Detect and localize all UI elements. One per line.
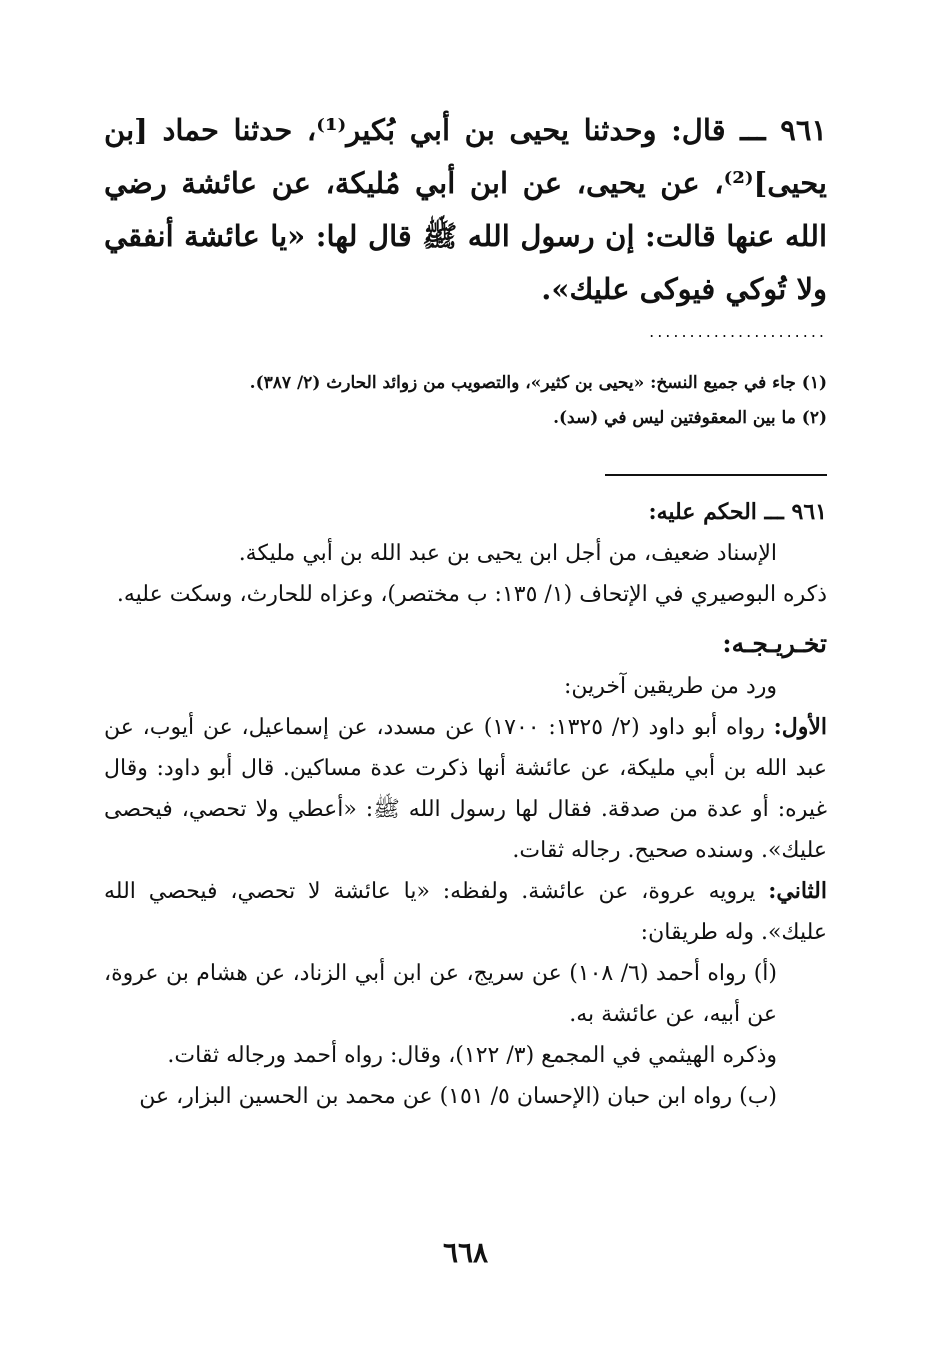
hadith-number: ٩٦١ xyxy=(780,113,828,147)
footnote-1: (١) جاء في جميع النسخ: «يحيى بن كثير»، والتصويب من زوائد الحارث (٢/ ٣٨٧). xyxy=(249,373,827,393)
ruling-paragraph-1: الإسناد ضعيف، من أجل ابن يحيى بن عبد الله بن أبي مليكة. xyxy=(238,541,777,566)
hadith-dash: ـــ xyxy=(725,113,781,147)
first-route-text: رواه أبو داود (٢/ ١٣٢٥: ١٧٠٠) عن مسدد، عن إسماعيل، عن أيوب، عن عبد الله بن أبي مليكة، عن عائشة أنها ذكرت عدة مساكين. قال أبو داود: وقال غيره: أو عدة من صدقة. فقال لها رسول الله ﷺ: «أعطي ولا تحصي، فيحصى عليك». وسنده صحيح. رجاله ثقات. xyxy=(104,715,827,863)
takhrij-first-route xyxy=(104,707,827,871)
section-divider xyxy=(605,474,827,476)
takhrij-title: تخـريـجـه: xyxy=(722,629,827,658)
second-route-label: الثاني: xyxy=(768,878,827,904)
takhrij-intro: ورد من طريقين آخرين: xyxy=(564,674,777,699)
footnote-separator-dots: ...................... xyxy=(649,322,827,341)
second-route-text: يرويه عروة، عن عائشة. ولفظه: «يا عائشة لا تحصي، فيحصي الله عليك». وله طريقان: xyxy=(104,879,827,945)
footnote-2: (٢) ما بين المعقوفتين ليس في (سد). xyxy=(553,408,827,428)
hadith-main-text xyxy=(104,104,827,316)
footnotes xyxy=(104,366,827,436)
first-route-label: الأول: xyxy=(773,714,828,740)
takhrij-second-route xyxy=(104,871,827,953)
route-a: (أ) رواه أحمد (٦/ ١٠٨) عن سريج، عن ابن أبي الزناد، عن هشام بن عروة، عن أبيه، عن عائشة به. xyxy=(104,961,777,1027)
page-number: ٦٦٨ xyxy=(442,1236,489,1269)
ruling-heading: ٩٦١ ـــ الحكم عليه: xyxy=(648,499,827,525)
route-a-note: وذكره الهيثمي في المجمع (٣/ ١٢٢)، وقال: رواه أحمد ورجاله ثقات. xyxy=(167,1043,777,1068)
route-b: (ب) رواه ابن حبان (الإحسان ٥/ ١٥١) عن محمد بن الحسين البزار، عن xyxy=(139,1084,777,1109)
ruling-paragraph-2: ذكره البوصيري في الإتحاف (١/ ١٣٥: ب مختصر)، وعزاه للحارث، وسكت عليه. xyxy=(116,582,827,607)
hadith-body: قال: وحدثنا يحيى بن أبي بُكير⁽¹⁾، حدثنا حماد [بن يحيى]⁽²⁾، عن يحيى، عن ابن أبي مُليكة، عن عائشة رضي الله عنها قالت: إن رسول الله ﷺ قال لها: «يا عائشة أنفقي ولا تُوكي فيوكى عليك». xyxy=(104,113,827,306)
commentary xyxy=(104,492,827,1117)
